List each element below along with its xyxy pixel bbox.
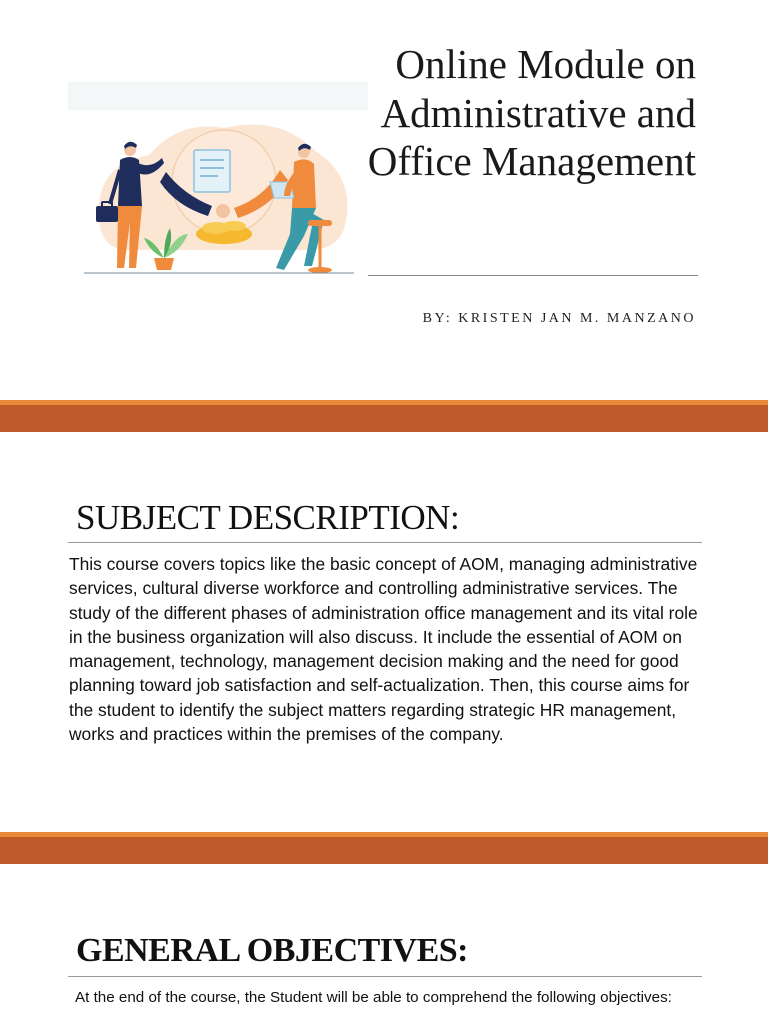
slide-divider <box>0 400 768 432</box>
section-heading: SUBJECT DESCRIPTION: <box>76 498 460 537</box>
heading-underline <box>68 542 702 543</box>
illustration-background <box>68 82 368 110</box>
stool-icon <box>308 220 332 226</box>
description-paragraph: This course covers topics like the basic concept of AOM, managing administrative services, cultural diverse workforce and controlling administrative services. The study of the different phases of administration office management and its vital role in the business organization will also discuss. It include the essential of AOM on management, technology, management decision making and the need for good planning toward job satisfaction and self-actualization. Then, this course aims for the student to identify the subject matters regarding strategic HR management, works and practices within the premises of the company. <box>69 554 698 745</box>
heading-underline <box>68 976 702 977</box>
page-title: Online Module on Administrative and Office Management <box>367 41 696 184</box>
slide-divider <box>0 832 768 864</box>
general-objectives-slide <box>0 864 768 1024</box>
right-person-body <box>292 159 316 208</box>
handshake-illustration <box>84 110 364 278</box>
subject-description-slide <box>0 432 768 832</box>
objectives-intro: At the end of the course, the Student will be able to comprehend the following objectives: <box>75 989 672 1006</box>
author-byline: BY: KRISTEN JAN M. MANZANO <box>422 311 696 326</box>
title-underline <box>368 275 698 276</box>
plant-pot <box>154 258 174 270</box>
document-icon <box>194 150 230 192</box>
section-heading: GENERAL OBJECTIVES: <box>76 932 468 969</box>
briefcase-icon <box>96 206 118 222</box>
title-slide <box>0 0 768 400</box>
handshake-icon <box>216 204 230 218</box>
